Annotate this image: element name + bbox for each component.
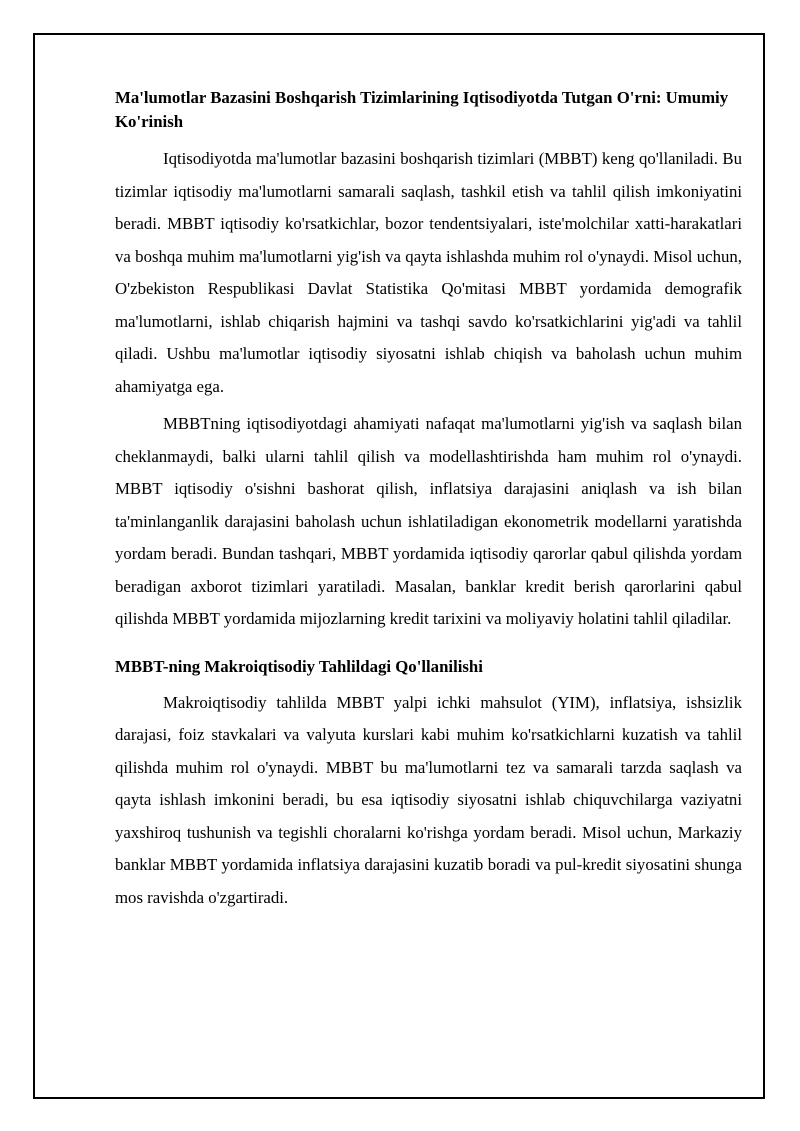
document-body (115, 86, 742, 914)
paragraph-analysis: MBBTning iqtisodiyotdagi ahamiyati nafaqat ma'lumotlarni yig'ish va saqlash bilan cheklanmaydi, balki ularni tahlil qilish va modellashtirishda ham muhim rol o'ynaydi. MBBT iqtisodiy o'sishni bashorat qilish, inflatsiya darajasini aniqlash va ish bilan ta'minlanganlik darajasini baholash uchun ishlatiladigan ekonometrik modellarni yaratishda yordam beradi. Bundan tashqari, MBBT yordamida iqtisodiy qarorlar qabul qilishda yordam beradigan axborot tizimlari yaratiladi. Masalan, banklar kredit berish qarorlarini qabul qilishda MBBT yordamida mijozlarning kredit tarixini va moliyaviy holatini tahlil qiladilar. (115, 414, 742, 628)
section-heading-macro: MBBT-ning Makroiqtisodiy Tahlildagi Qo'llanilishi (115, 656, 483, 676)
section-heading-overview: Ma'lumotlar Bazasini Boshqarish Tizimlarining Iqtisodiyotda Tutgan O'rni: Umumiy Ko'rinish (115, 88, 729, 131)
paragraph-macro: Makroiqtisodiy tahlilda MBBT yalpi ichki mahsulot (YIM), inflatsiya, ishsizlik darajasi, foiz stavkalari va valyuta kurslari kabi muhim ko'rsatkichlarni kuzatish va tahlil qilishda muhim rol o'ynaydi. MBBT bu ma'lumotlarni tez va samarali tarzda saqlash va qayta ishlash imkonini beradi, bu esa iqtisodiy siyosatni ishlab chiquvchilarga vaziyatni yaxshiroq tushunish va tegishli choralarni ko'rishga yordam beradi. Misol uchun, Markaziy banklar MBBT yordamida inflatsiya darajasini kuzatib boradi va pul-kredit siyosatini shunga mos ravishda o'zgartiradi. (115, 692, 742, 907)
paragraph-intro: Iqtisodiyotda ma'lumotlar bazasini boshqarish tizimlari (MBBT) keng qo'llaniladi. Bu tizimlar iqtisodiy ma'lumotlarni samarali saqlash, tashkil etish va tahlil qilish imkoniyatini beradi. MBBT iqtisodiy ko'rsatkichlar, bozor tendentsiyalari, iste'molchilar xatti-harakatlari va boshqa muhim ma'lumotlarni yig'ish va qayta ishlashda muhim rol o'ynaydi. Misol uchun, O'zbekiston Respublikasi Davlat Statistika Qo'mitasi MBBT yordamida demografik ma'lumotlarni, ishlab chiqarish hajmini va tashqi savdo ko'rsatkichlarini yig'adi va tahlil qiladi. Ushbu ma'lumotlar iqtisodiy siyosatni ishlab chiqish va baholash uchun muhim ahamiyatga ega. (115, 149, 742, 396)
